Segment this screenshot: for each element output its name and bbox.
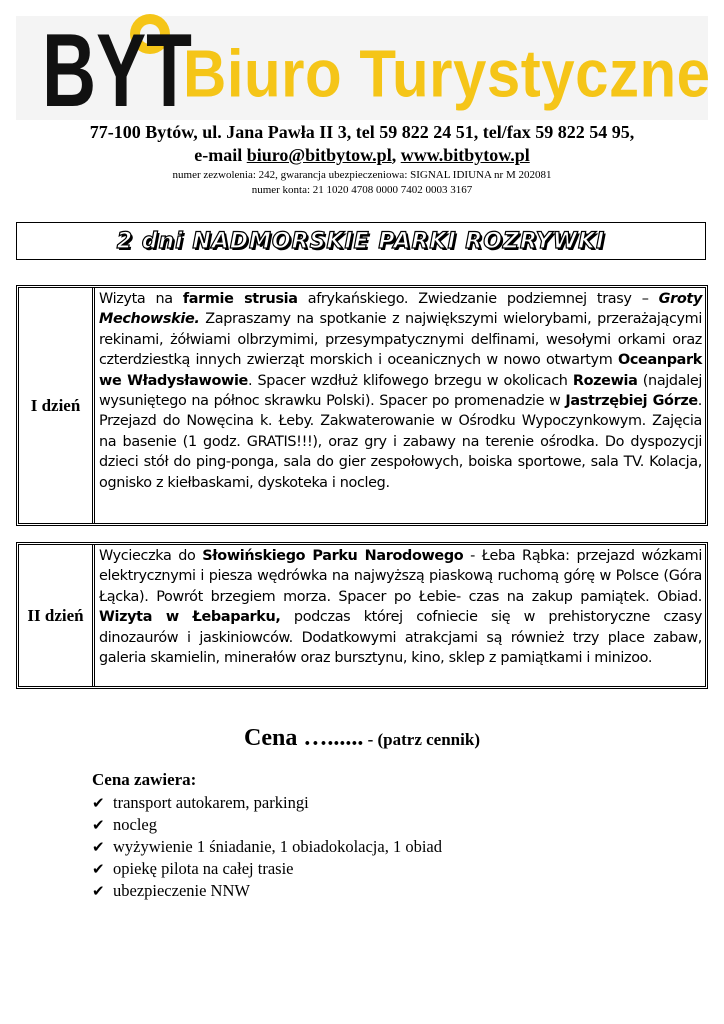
check-icon: ✔: [92, 838, 105, 856]
description-text: Wizyta na: [99, 291, 183, 307]
day-description: [95, 545, 705, 686]
day-table-1: [16, 285, 708, 526]
account-line: numer konta: 21 1020 4708 0000 7402 0003 3167: [251, 184, 473, 196]
check-icon: ✔: [92, 882, 105, 900]
brand-name: Biuro Turystyczne: [183, 36, 711, 112]
price-note: - (patrz cennik): [363, 730, 480, 749]
day-label: II dzień: [19, 545, 95, 686]
includes-item-text: ubezpieczenie NNW: [113, 881, 250, 900]
includes-list: [92, 792, 442, 902]
description-text: Wycieczka do: [99, 548, 203, 564]
price-label: Cena …......: [244, 725, 364, 751]
check-icon: ✔: [92, 816, 105, 834]
day-description: [95, 288, 705, 523]
includes-item: [92, 880, 442, 902]
check-icon: ✔: [92, 794, 105, 812]
email-link[interactable]: biuro@bitbytow.pl: [246, 145, 392, 165]
highlighted-text: Rozewia: [572, 372, 638, 389]
highlighted-text: Oceanpark we Władysławowie: [99, 352, 702, 389]
description-text: Zapraszamy na spotkanie z największymi wielorybami, przerażającymi rekinami, żółwiami olbrzymimi, przesympatycznymi delfinami, wesołymi orkami oraz czterdziestką innych zwierząt morskich i oceanicznych w nowo otwartym: [99, 311, 702, 369]
separator: ,: [391, 145, 401, 165]
check-icon: ✔: [92, 860, 105, 878]
highlighted-text: Groty Mechowskie.: [99, 291, 702, 328]
includes-title: Cena zawiera:: [92, 770, 197, 789]
description-text: podczas której cofniecie się w prehistoryczne czasy dinozaurów i jaskiniowców. Dodatkowymi atrakcjami są również trzy place zabaw, galeria skamielin, minerałów oraz bursztynu, kino, sklep z pamiątkami i minizoo.: [99, 609, 702, 667]
byt-logo: [42, 13, 192, 129]
includes-item: [92, 858, 442, 880]
includes-item: [92, 836, 442, 858]
highlighted-text: farmie strusia: [182, 291, 298, 307]
permit-line: numer zezwolenia: 242, gwarancja ubezpieczeniowa: SIGNAL IDIUNA nr M 202081: [172, 169, 552, 181]
includes-item-text: transport autokarem, parkingi: [113, 793, 309, 812]
description-text: . Przejazd do Nowęcina k. Łeby. Zakwaterowanie w Ośrodku Wypoczynkowym. Zajęcia na basenie (1 godz. GRATIS!!!), oraz gry i zabawy na terenie ośrodka. Do dyspozycji dzieci stół do ping-ponga, sala do gier zespołowych, boiska sportowe, sala TV. Kolacja, ognisko z kiełbaskami, dyskoteka i nocleg.: [99, 393, 702, 491]
logo-letters: BYT: [42, 13, 192, 129]
highlighted-text: Słowińskiego Parku Narodowego: [202, 548, 464, 564]
description-text: . Spacer wzdłuż klifowego brzegu w okolicach: [247, 372, 573, 389]
includes-item-text: nocleg: [113, 815, 157, 834]
description-text: afrykańskiego. Zwiedzanie podziemnej trasy –: [297, 291, 659, 307]
price-line: [0, 725, 724, 752]
includes-item: [92, 792, 442, 814]
includes-item-text: wyżywienie 1 śniadanie, 1 obiadokolacja, 1 obiad: [113, 837, 442, 856]
description-text: (najdalej wysuniętego na północ skrawku Polski). Spacer po promenadzie w: [99, 372, 702, 410]
highlighted-text: Wizyta w Łebaparku,: [99, 609, 281, 626]
title-box: [16, 222, 706, 260]
includes-item-text: opiekę pilota na całej trasie: [113, 859, 294, 878]
day-label: I dzień: [19, 288, 95, 523]
contact-line: [0, 144, 724, 166]
highlighted-text: Jastrzębiej Górze: [565, 393, 698, 410]
address-line: 77-100 Bytów, ul. Jana Pawła II 3, tel 59 822 24 51, tel/fax 59 822 54 95,: [89, 122, 635, 142]
email-label: e-mail: [194, 145, 247, 165]
website-link[interactable]: www.bitbytow.pl: [400, 145, 530, 165]
day-table-2: [16, 542, 708, 689]
trip-title: 2 dni NADMORSKIE PARKI ROZRYWKI: [116, 228, 606, 254]
description-text: - Łeba Rąbka: przejazd wózkami elektrycznymi i piesza wędrówka na najwyższą piaskową ruchomą górę w Polsce (Góra Łącka). Powrót brzegiem morza. Spacer po Łebie- czas na zakup pamiątek. Obiad.: [99, 548, 702, 605]
includes-item: [92, 814, 442, 836]
